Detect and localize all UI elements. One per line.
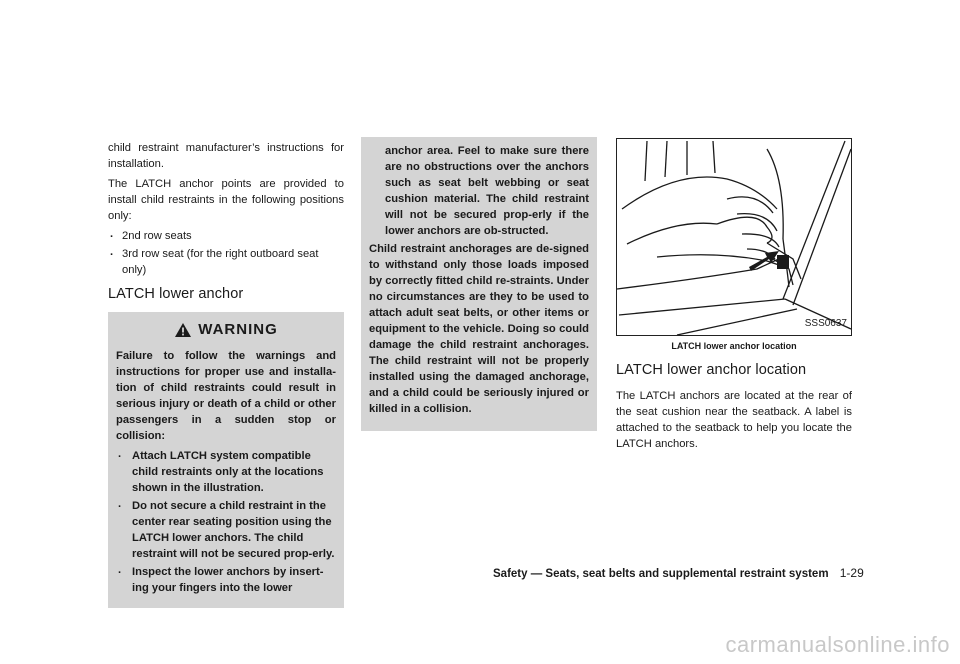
figure-code: SSS0637 [804,318,847,329]
middle-column [361,137,597,431]
warning-box-continued [361,137,597,431]
warning-icon [174,322,192,338]
intro-text-2: The LATCH anchor points are provided to install child restraints in the following positions only: [108,178,344,222]
figure [616,138,852,336]
page-number: 1-29 [839,566,864,580]
latch-anchor-illustration [617,139,851,335]
figure-caption: LATCH lower anchor location [671,341,797,351]
page-footer [493,566,864,580]
list-item: . 3rd row seat (for the right outboard seat only) [108,246,344,278]
list-item: . Do not secure a child restraint in the center rear seating position using the LATCH lower anchors. The child restraint will not be secured prop-erly. [116,498,336,562]
list-item: . Inspect the lower anchors by insert-ing your fingers into the lower [116,564,336,596]
warning-list [116,448,336,596]
intro-text: child restraint manufacturer’s instructions for installation. [108,142,344,170]
list-item: . 2nd row seats [108,228,344,244]
warning-box [108,312,344,608]
watermark: carmanualsonline.info [725,632,950,657]
body-text: The LATCH anchors are located at the rear of the seat cushion near the seatback. A label is attached to the seatback to help you locate the LATCH anchors. [616,390,852,450]
warning-title: WARNING [198,321,278,338]
left-column [108,140,344,608]
list-item: . Attach LATCH system compatible child restraints only at the locations shown in the illustration. [116,448,336,496]
warning-text-2: Child restraint anchorages are de-signed to withstand only those loads imposed by correctly fitted child re-straints. Under no circumstances are they to be used to attach adult seat belts, or other items or equipment to the vehicle. Doing so could damage the child restraint anchorages. The child restraint will not be properly installed using the damaged anchorage, and a child could be seriously injured or killed in a collision. [369,243,589,415]
right-column [616,138,852,456]
position-list [108,228,344,278]
warning-text: Failure to follow the warnings and instructions for proper use and installa-tion of child restraints could result in serious injury or death of a child or other passengers in a sudden stop or collision: [116,350,336,442]
warning-continued-text: anchor area. Feel to make sure there are no obstructions over the anchors such as seat belt webbing or seat cushion material. The child restraint will not be secured prop-erly if the lower anchors are ob-structed. [385,145,589,237]
section-heading: LATCH lower anchor [108,286,244,302]
footer-section-title: Safety — Seats, seat belts and supplemental restraint system [493,568,829,580]
section-heading: LATCH lower anchor location [616,362,807,378]
warning-header [116,322,336,338]
